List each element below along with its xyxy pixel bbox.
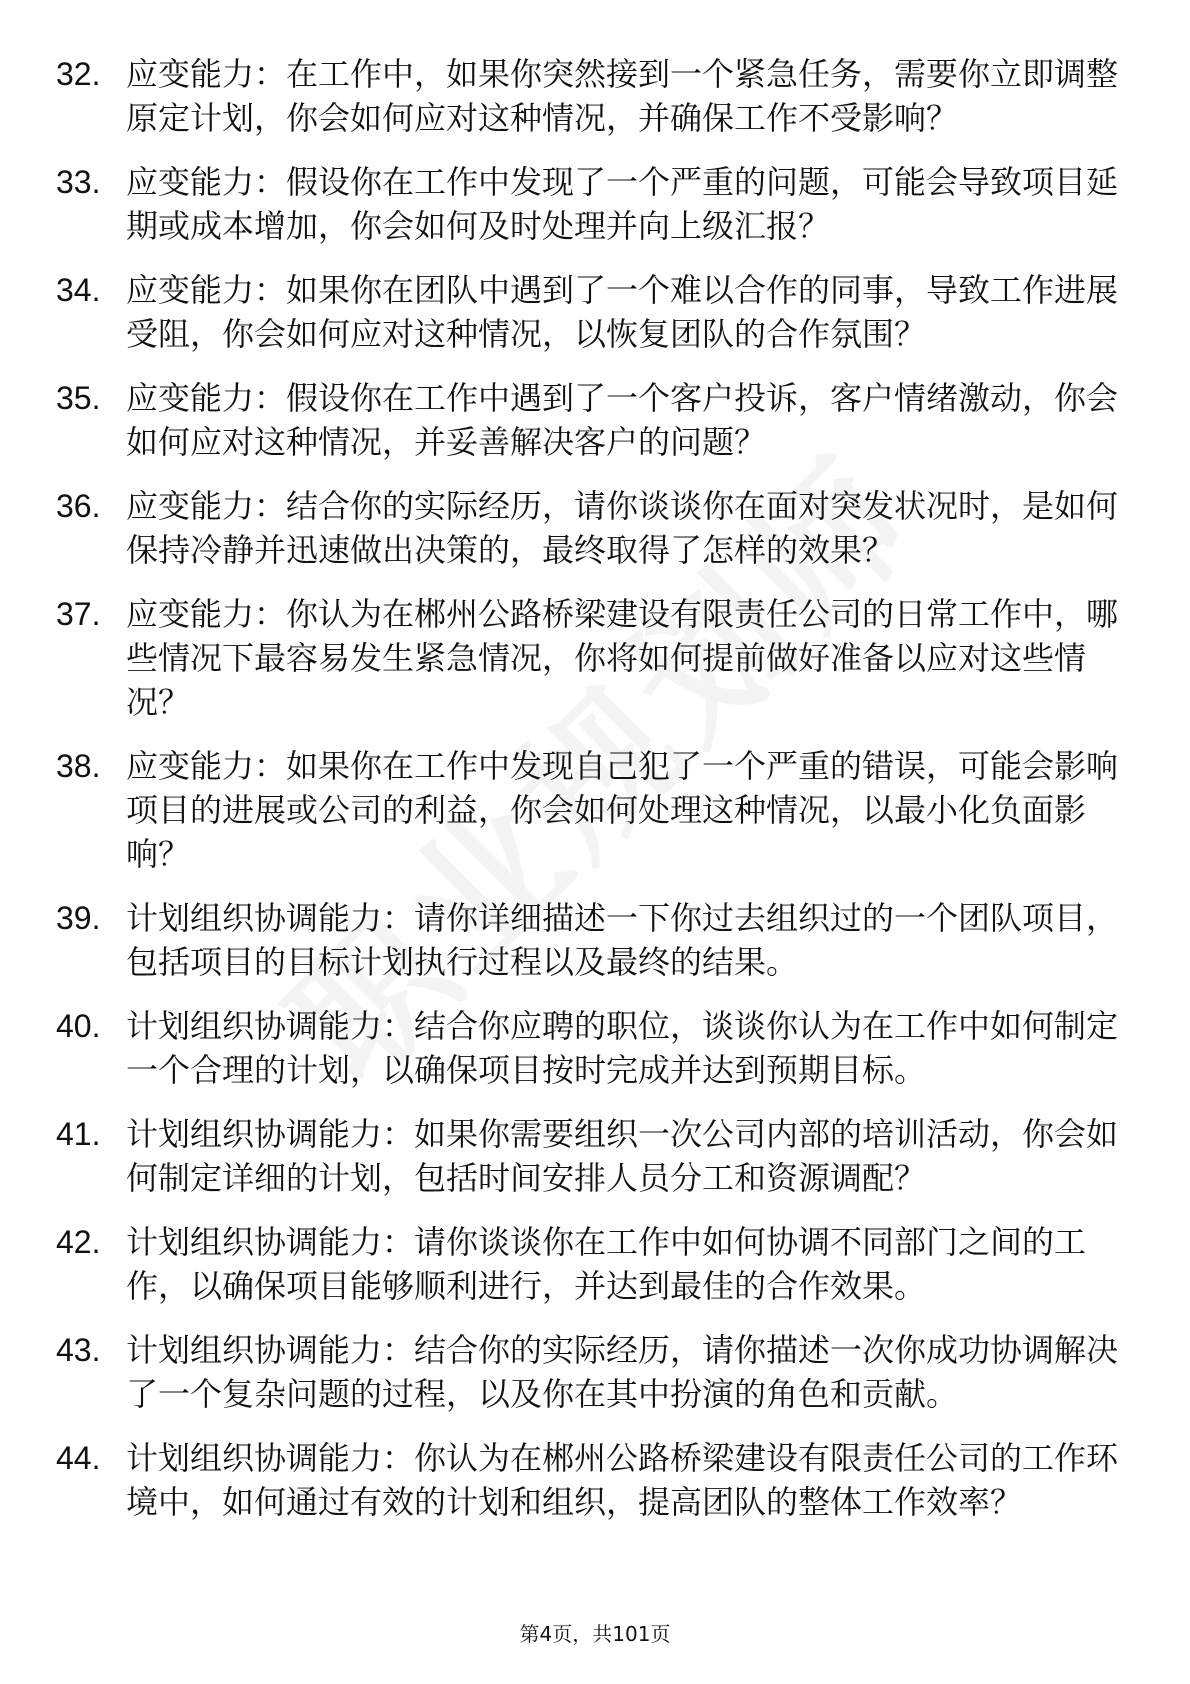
list-item [56,1004,1136,1092]
question-number: 35. [56,380,101,416]
question-text: 应变能力：你认为在郴州公路桥梁建设有限责任公司的日常工作中，哪些情况下最容易发生紧急情况，你将如何提前做好准备以应对这些情况？ [126,595,1119,721]
list-item [56,1220,1136,1308]
list-item [56,376,1136,464]
question-number: 41. [56,1116,101,1152]
question-text: 应变能力：假设你在工作中遇到了一个客户投诉，客户情绪激动，你会如何应对这种情况，并妥善解决客户的问题？ [126,379,1119,461]
list-item [56,1436,1136,1524]
question-number: 38. [56,748,101,784]
question-text: 应变能力：如果你在团队中遇到了一个难以合作的同事，导致工作进展受阻，你会如何应对这种情况，以恢复团队的合作氛围？ [126,271,1119,353]
question-list [56,52,1136,1544]
list-item [56,1112,1136,1200]
question-number: 43. [56,1332,101,1368]
question-text: 计划组织协调能力：结合你应聘的职位，谈谈你认为在工作中如何制定一个合理的计划，以确保项目按时完成并达到预期目标。 [126,1007,1119,1089]
question-text: 计划组织协调能力：结合你的实际经历，请你描述一次你成功协调解决了一个复杂问题的过程，以及你在其中扮演的角色和贡献。 [126,1331,1119,1413]
page-footer [0,1618,1190,1647]
question-text: 应变能力：假设你在工作中发现了一个严重的问题，可能会导致项目延期或成本增加，你会如何及时处理并向上级汇报？ [126,163,1119,245]
question-text: 计划组织协调能力：如果你需要组织一次公司内部的培训活动，你会如何制定详细的计划，包括时间安排人员分工和资源调配？ [126,1115,1119,1197]
list-item [56,484,1136,572]
list-item [56,896,1136,984]
question-number: 39. [56,900,101,936]
list-item [56,1328,1136,1416]
question-text: 应变能力：在工作中，如果你突然接到一个紧急任务，需要你立即调整原定计划，你会如何应对这种情况，并确保工作不受影响？ [126,55,1119,137]
question-number: 44. [56,1440,101,1476]
list-item [56,268,1136,356]
question-text: 计划组织协调能力：请你详细描述一下你过去组织过的一个团队项目，包括项目的目标计划执行过程以及最终的结果。 [126,899,1119,981]
question-number: 34. [56,272,101,308]
question-text: 计划组织协调能力：你认为在郴州公路桥梁建设有限责任公司的工作环境中，如何通过有效的计划和组织，提高团队的整体工作效率？ [126,1439,1119,1521]
question-number: 32. [56,56,101,92]
question-text: 应变能力：结合你的实际经历，请你谈谈你在面对突发状况时，是如何保持冷静并迅速做出决策的，最终取得了怎样的效果？ [126,487,1119,569]
list-item [56,52,1136,140]
list-item [56,160,1136,248]
question-text: 应变能力：如果你在工作中发现自己犯了一个严重的错误，可能会影响项目的进展或公司的利益，你会如何处理这种情况，以最小化负面影响？ [126,747,1119,873]
page-number: 第4页，共101页 [519,1622,671,1646]
question-number: 37. [56,596,101,632]
question-number: 33. [56,164,101,200]
question-text: 计划组织协调能力：请你谈谈你在工作中如何协调不同部门之间的工作，以确保项目能够顺利进行，并达到最佳的合作效果。 [126,1223,1087,1305]
question-number: 36. [56,488,101,524]
question-number: 40. [56,1008,101,1044]
list-item [56,592,1136,724]
question-number: 42. [56,1224,101,1260]
list-item [56,744,1136,876]
